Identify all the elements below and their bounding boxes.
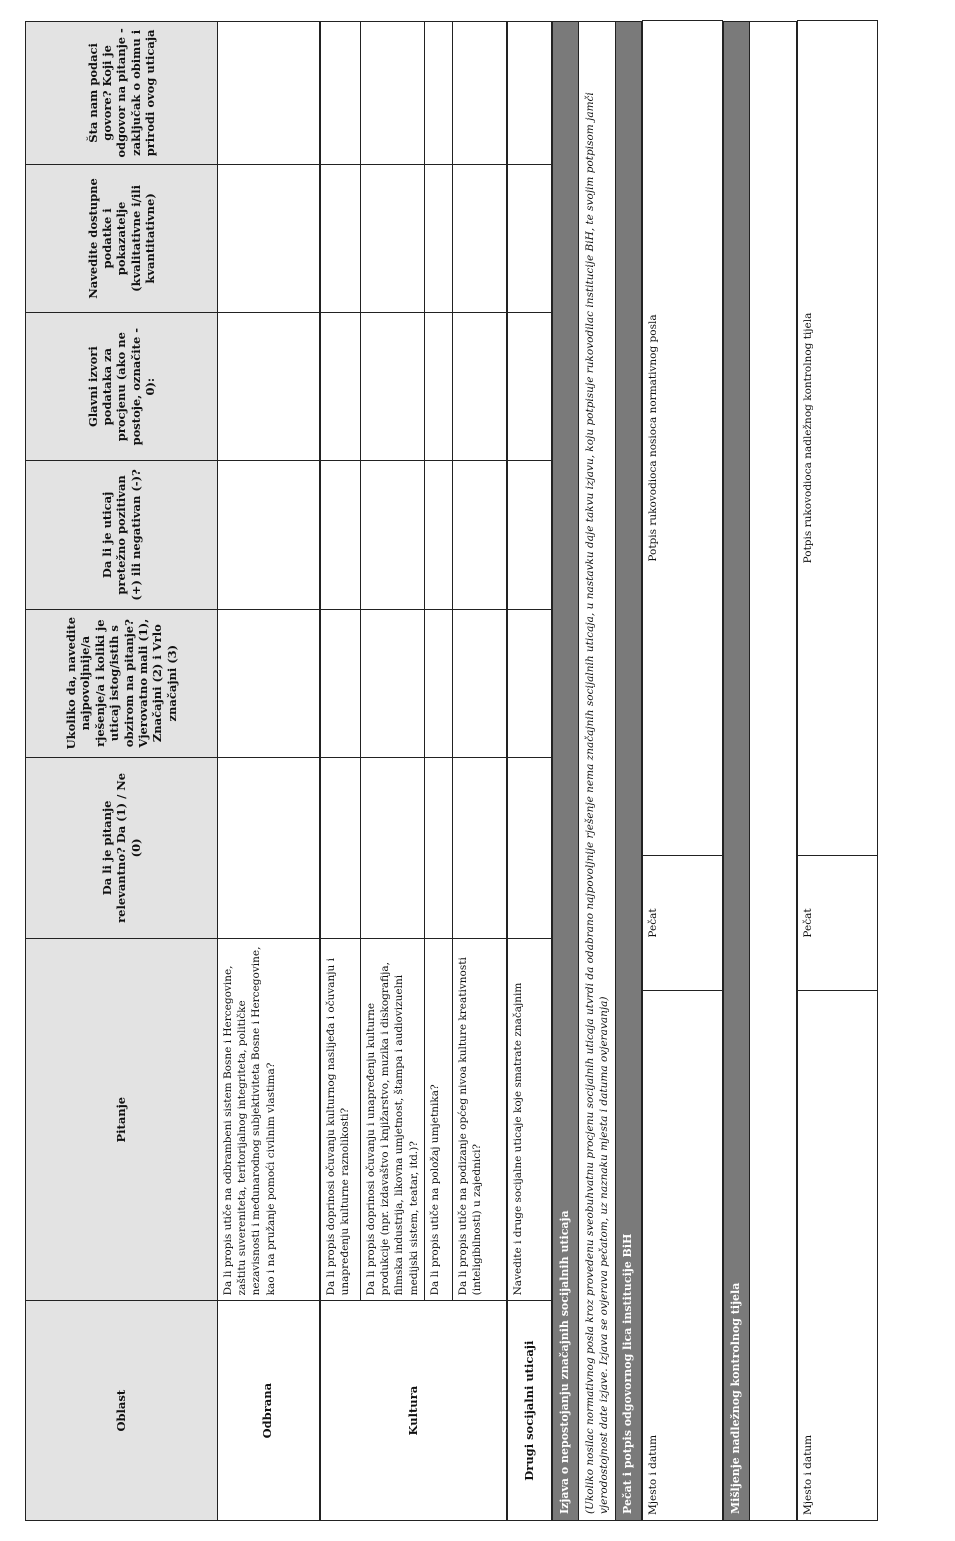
table-row [218, 22, 320, 1521]
answer-cell[interactable] [452, 313, 507, 461]
answer-cell[interactable] [424, 757, 452, 938]
header-sources: Glavni izvori podataka za procjenu (ako ne postoje, označite - 0): [26, 313, 218, 461]
answer-cell[interactable] [218, 757, 320, 938]
question-cell: Da li propis doprinosi očuvanju kulturnog naslijeđa i očuvanju i unapređenju kulturne raznolikosti? [320, 938, 361, 1300]
signature-label[interactable]: Potpis rukovodioca nosioca normativnog posla [642, 21, 722, 856]
answer-cell[interactable] [424, 461, 452, 609]
answer-cell[interactable] [507, 22, 551, 165]
answer-cell[interactable] [320, 313, 361, 461]
header-impact-size: Ukoliko da, navedite najpovoljnije/a rješenje/a i koliki je uticaj istog/istih s obzirom na pitanje? Vjerovatno mali (1), Značajni (2) i Vrlo značajni (3) [26, 609, 218, 757]
answer-cell[interactable] [320, 757, 361, 938]
stamp-label: Pečat [642, 856, 722, 991]
answer-cell[interactable] [361, 461, 425, 609]
header-pitanje: Pitanje [26, 938, 218, 1300]
signature-section-title: Pečat i potpis odgovornog lica institucije BiH [615, 22, 641, 1521]
place-date-label[interactable]: Mjesto i datum [642, 991, 722, 1521]
answer-cell[interactable] [424, 164, 452, 312]
declaration-table [552, 21, 642, 1521]
answer-cell[interactable] [424, 609, 452, 757]
answer-cell[interactable] [452, 461, 507, 609]
question-cell: Navedite i druge socijalne uticaje koje smatrate značajnim [507, 938, 551, 1300]
declaration-text: (Ukoliko nosilac normativnog posla kroz provedenu sveobuhvatnu procjenu socijalnih uticaja utvrdi da odabrano najpovoljnije rješenje nema značajnih socijalnih uticaja, u nastavku daje takvu izjavu, koju potpisuje rukovodilac institucije BiH, te svojim potpisom jamči vjerodostojnost date izjave. Izjava se ovjerava pečatom, uz naznaku mjesta i datuma ovjeravanja) [578, 22, 615, 1521]
answer-cell[interactable] [218, 461, 320, 609]
answer-cell[interactable] [218, 164, 320, 312]
answer-cell[interactable] [361, 609, 425, 757]
control-stamp-label: Pečat [797, 856, 877, 991]
header-conclusion: Šta nam podaci govore? Koji je odgovor na pitanje - zaključak o obimu i prirodi ovog uticaja [26, 22, 218, 165]
control-section-title: Mišljenje nadležnog kontrolnog tijela [723, 22, 749, 1521]
control-place-date-label[interactable]: Mjesto i datum [797, 991, 877, 1521]
question-cell: Da li propis utiče na odbrambeni sistem Bosne i Hercegovine, zaštitu suvereniteta, teritorijalnog integriteta, političke nezavisnosti i međunarodnog subjektiviteta Bosne i Hercegovine, kao i na pružanje pomoći civilnim vlastima? [218, 938, 320, 1300]
answer-cell[interactable] [424, 22, 452, 165]
signature-table [642, 20, 723, 1521]
answer-cell[interactable] [507, 461, 551, 609]
answer-cell[interactable] [452, 164, 507, 312]
answer-cell[interactable] [320, 22, 361, 165]
answer-cell[interactable] [507, 757, 551, 938]
answer-cell[interactable] [452, 22, 507, 165]
table-row [361, 22, 425, 1521]
answer-cell[interactable] [218, 609, 320, 757]
declaration-title: Izjava o nepostojanju značajnih socijalnih uticaja [552, 22, 578, 1521]
answer-cell[interactable] [452, 757, 507, 938]
header-indicators: Navedite dostupne podatke i pokazatelje (kvalitativne i/ili kvantitativne) [26, 164, 218, 312]
answer-cell[interactable] [218, 313, 320, 461]
header-oblast: Oblast [26, 1301, 218, 1521]
rotated-page [1, 0, 954, 1541]
area-label: Odbrana [218, 1301, 320, 1521]
control-title-table [723, 21, 797, 1521]
question-cell: Da li propis doprinosi očuvanju i unapređenju kulturne produkcije (npr. izdavaštvo i knjižarstvo, muzika i diskografija, filmska industrija, likovna umjetnost, štampa i audiovizuelni medijski sistem, teatar, itd.)? [361, 938, 425, 1300]
table-row [452, 22, 507, 1521]
header-row [26, 22, 218, 1521]
header-impact-sign: Da li je uticaj pretežno pozitivan (+) ili negativan (-)? [26, 461, 218, 609]
control-signature-label[interactable]: Potpis rukovodioca nadležnog kontrolnog tijela [797, 21, 877, 856]
area-label: Drugi socijalni uticaji [507, 1301, 551, 1521]
control-signature-table [797, 20, 878, 1521]
table-row [320, 22, 361, 1521]
answer-cell[interactable] [320, 164, 361, 312]
header-relevant: Da li je pitanje relevantno? Da (1) / Ne (0) [26, 757, 218, 938]
table-row [507, 22, 551, 1521]
answer-cell[interactable] [361, 164, 425, 312]
answer-cell[interactable] [507, 164, 551, 312]
table-row [424, 22, 452, 1521]
social-impact-table [25, 21, 552, 1521]
answer-cell[interactable] [452, 609, 507, 757]
answer-cell[interactable] [507, 313, 551, 461]
control-opinion-field[interactable] [749, 22, 796, 1521]
answer-cell[interactable] [320, 609, 361, 757]
answer-cell[interactable] [218, 22, 320, 165]
question-cell: Da li propis utiče na položaj umjetnika? [424, 938, 452, 1300]
answer-cell[interactable] [320, 461, 361, 609]
question-cell: Da li propis utiče na podizanje općeg nivoa kulture kreativnosti (inteligibilnosti) u zajednici? [452, 938, 507, 1300]
answer-cell[interactable] [361, 22, 425, 165]
area-label: Kultura [320, 1301, 508, 1521]
answer-cell[interactable] [424, 313, 452, 461]
answer-cell[interactable] [361, 757, 425, 938]
answer-cell[interactable] [361, 313, 425, 461]
answer-cell[interactable] [507, 609, 551, 757]
